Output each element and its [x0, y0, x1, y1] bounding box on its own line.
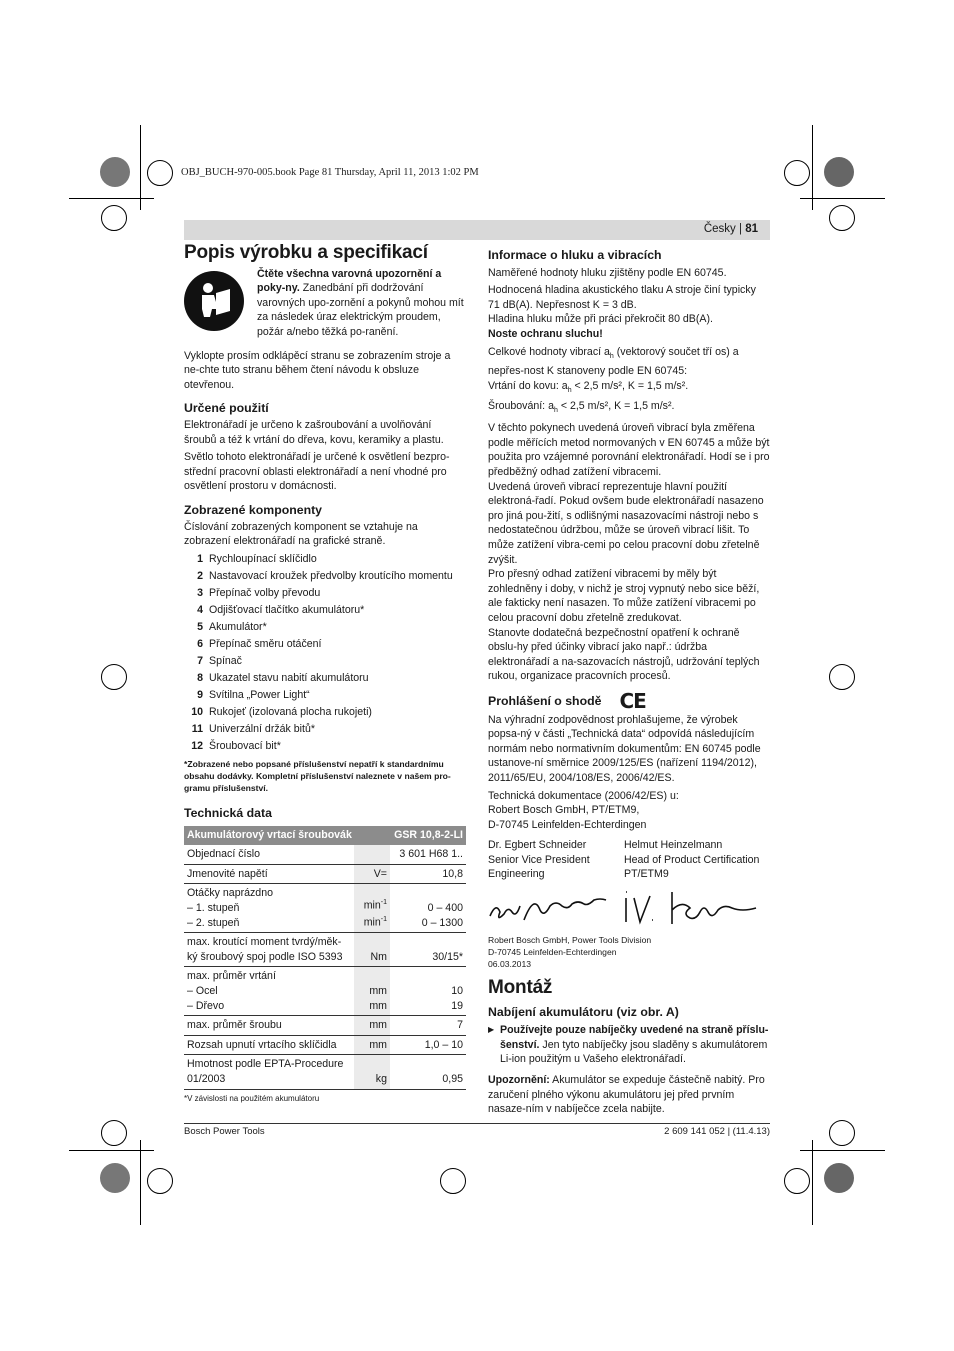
warning-text [257, 267, 466, 340]
noise-p2: Hodnocená hladina akustického tlaku A stroje činí typicky 71 dB(A). Nepřesnost K = 3 dB. [488, 284, 756, 311]
vib-l1-sub: h [567, 386, 572, 394]
intended-use-p2: Světlo tohoto elektronářadí je určené k osvětlení bezpro-střední pracovní oblasti elektronářadí a není vhodné pro osvětlení prostoru v domácnosti. [184, 451, 450, 493]
component-label: Přepínač volby převodu [209, 586, 321, 599]
print-slug: OBJ_BUCH-970-005.book Page 81 Thursday, April 11, 2013 1:02 PM [181, 167, 479, 178]
vib-l2b: < 2,5 m/s², K = 1,5 m/s². [557, 399, 675, 412]
signatory-right [624, 838, 759, 882]
signature-right-image [622, 886, 770, 930]
footer-right: 2 609 141 052 | (11.4.13) [664, 1126, 770, 1137]
vib-l2a: Šroubování: a [488, 399, 554, 412]
list-item [184, 739, 466, 756]
signatories [488, 838, 770, 882]
components-intro: Číslování zobrazených komponent se vztahuje na zobrazení elektronářadí na grafické straně. [184, 520, 418, 548]
intended-use-p1: Elektronářadí je určeno k zašroubování a uvolňování šroubů a též k vrtání do dřeva, kovu, keramiky a plastu. [184, 418, 444, 446]
vib-l1a: Vrtání do kovu: a [488, 379, 568, 392]
noise-p4: Noste ochranu sluchu! [488, 327, 603, 340]
signatory-left [488, 838, 624, 882]
component-number: 12 [191, 739, 203, 752]
vibration-drilling [488, 379, 770, 399]
sig-left-name: Dr. Egbert Schneider [488, 839, 587, 852]
address-date: 06.03.2013 [488, 959, 532, 970]
component-label: Ukazatel stavu nabití akumulátoru [209, 671, 369, 684]
address-line-1: Robert Bosch GmbH, Power Tools Division [488, 935, 652, 946]
vibration-p4: Pro přesný odhad zatížení vibracemi by měly být zohledněny i doby, v nichž je stroj vypnutý nebo sice běží, ale fakticky není nasazen. To může zatížení vibracemi po celou pracovní dobu zřetelně zredukovat. [488, 568, 760, 624]
note-label: Upozornění: [488, 1074, 550, 1087]
footer-left: Bosch Power Tools [184, 1126, 265, 1137]
tech-data-table [184, 826, 466, 1089]
list-item [184, 654, 466, 671]
charging-instruction [488, 1023, 770, 1067]
vibration-screwdriving [488, 399, 770, 419]
charging-note [488, 1073, 770, 1117]
vibration-intro [488, 345, 770, 379]
bullet-triangle-icon: ▶ [488, 1025, 495, 1035]
component-number: 6 [197, 637, 203, 650]
conformity-p1: Na výhradní zodpovědnost prohlašujeme, že výrobek popsa-ný v části „Technická data“ odpovídá následujícím normám nebo normativním dokumentům: EN 60745 podle ustanove-ní směrnice 2009/125/ES (nařízení 1194/2012), 2011/65/EU, 2004/108/ES, 2006/42/ES. [488, 713, 761, 784]
vib-b: (vektorový součet tří os) a nepřes-nost K stanoveny podle EN 60745: [488, 345, 739, 378]
left-column [184, 242, 466, 1105]
component-number: 3 [197, 586, 203, 599]
sig-right-dept: PT/ETM9 [624, 868, 669, 881]
vibration-p5: Stanovte dodatečná bezpečnostní opatření k ochraně obslu-hy před účinky vibrací jako např.: údržba elektronářadí a na-sazovacích nástrojů, udržování teplých rukou, organizace pracovních procesů. [488, 626, 760, 683]
signatures [488, 886, 770, 930]
header-bar [184, 220, 770, 240]
conformity-p4: D-70745 Leinfelden-Echterdingen [488, 818, 647, 831]
list-item [184, 603, 466, 620]
sig-left-title: Senior Vice President [488, 853, 590, 866]
warning-rest: Zanedbání při dodržování varovných upo-zornění a pokynů mohou mít za následek úraz elektrickým proudem, požár a/nebo těžká po-ranění. [257, 282, 464, 338]
list-item [184, 586, 466, 603]
section-title: Popis výrobku a specifikací [184, 242, 428, 263]
table-row: Jmenovité napětí V= 10,8 [184, 864, 466, 884]
note-text: Akumulátor se expeduje částečně nabitý. Pro zaručení plného výkonu akumulátoru jej před prvním nasaze-ním v nabíječce zcela nabijte. [488, 1074, 765, 1116]
table-row: max. průměr šroubu mm 7 [184, 1016, 466, 1036]
component-label: Rukojeť (izolovaná plocha rukojeti) [209, 705, 372, 718]
table-row: Objednací číslo 3 601 H68 1.. [184, 845, 466, 864]
read-manual-icon [184, 271, 244, 331]
component-number: 5 [197, 620, 203, 633]
sig-right-name: Helmut Heinzelmann [624, 839, 723, 852]
noise-p1: Naměřené hodnoty hluku zjištěny podle EN 60745. [488, 266, 727, 279]
component-number: 10 [191, 705, 203, 718]
conformity-heading-row [488, 688, 770, 713]
tech-data-heading: Technická data [184, 805, 272, 820]
right-column [488, 248, 770, 1120]
conformity-p2: Technická dokumentace (2006/42/ES) u: [488, 789, 679, 802]
company-address [488, 934, 770, 970]
component-label: Spínač [209, 654, 242, 667]
signature-left-image [488, 886, 622, 930]
charging-rest: Jen tyto nabíječky jsou sladěny s akumulátorem Li-ion použitým u Vašeho elektronářadí. [500, 1038, 768, 1066]
table-row: max. kroutící moment tvrdý/měk- ký šroubový spoj podle ISO 5393 Nm 30/15* [184, 933, 466, 967]
conformity-p3: Robert Bosch GmbH, PT/ETM9, [488, 804, 640, 817]
footer-rule [184, 1123, 770, 1124]
component-label: Svítilna „Power Light“ [209, 688, 310, 701]
component-label: Nastavovací kroužek předvolby kroutícího momentu [209, 569, 453, 582]
fold-out-note: Vyklopte prosím odklápěcí stranu se zobrazením stroje a ne-chte tuto stranu během čtení návodu k obsluze otevřenou. [184, 349, 451, 391]
component-number: 1 [197, 552, 203, 565]
components-footnote: *Zobrazené nebo popsané příslušenství nepatří k standardnímu obsahu dodávky. Kompletní příslušenství naleznete v našem pro-gramu příslušenství. [184, 758, 451, 793]
noise-p3: Hladina hluku může při práci překročit 80 dB(A). [488, 313, 713, 326]
vib-l1b: < 2,5 m/s², K = 1,5 m/s². [571, 379, 689, 392]
component-number: 4 [197, 603, 203, 616]
components-list [184, 552, 466, 756]
table-row: Otáčky naprázdno – 1. stupeň – 2. stupeň $\min^{-1}$ $\min^{-1}$ 0 – 400 0 – 1300 [184, 884, 466, 933]
vibration-p2: V těchto pokynech uvedená úroveň vibrací byla změřena podle měřících metod normovaných v EN 60745 a může být použita pro vzájemné porovnání elektronářadí. Hodí se i pro předběžný odhad zatížení vibracemi. [488, 422, 770, 479]
table-head-product: Akumulátorový vrtací šroubovák [184, 826, 390, 845]
list-item [184, 722, 466, 739]
table-header-row [184, 826, 466, 845]
vib-l2-sub: h [553, 406, 558, 414]
component-label: Šroubovací bit* [209, 739, 281, 752]
component-label: Akumulátor* [209, 620, 267, 633]
table-row: max. průměr vrtání – Ocel – Dřevo mm mm 10 19 [184, 967, 466, 1016]
table-row: Rozsah upnutí vrtacího sklíčidla mm 1,0 – 10 [184, 1035, 466, 1055]
list-item [184, 552, 466, 569]
sig-left-dept: Engineering [488, 868, 545, 881]
table-row: Hmotnost podle EPTA-Procedure 01/2003 kg 0,95 [184, 1055, 466, 1089]
intended-use-heading: Určené použití [184, 401, 269, 416]
component-label: Odjišťovací tlačítko akumulátoru* [209, 603, 365, 616]
list-item [184, 671, 466, 688]
header-separator: | [739, 223, 742, 235]
list-item [184, 620, 466, 637]
component-label: Přepínač směru otáčení [209, 637, 322, 650]
address-line-2: D-70745 Leinfelden-Echterdingen [488, 947, 617, 958]
header-language: Česky [703, 223, 736, 235]
warning-bold: Čtěte všechna varovná upozornění a poky-ny. [257, 267, 442, 295]
charging-heading: Nabíjení akumulátoru (viz obr. A) [488, 1004, 679, 1019]
noise-heading: Informace o hluku a vibracích [488, 248, 662, 262]
ce-mark-icon: CE [619, 688, 646, 713]
component-number: 9 [197, 688, 203, 701]
component-number: 7 [197, 654, 203, 667]
component-number: 2 [197, 569, 203, 582]
conformity-heading: Prohlášení o shodě [488, 693, 602, 708]
vibration-p3: Uvedená úroveň vibrací reprezentuje hlavní použití elektroná-řadí. Pokud ovšem bude elektronářadí nasazeno pro jiná pou-žití, s odlišnými nasazovacími nástroji nebo s nedostatečnou údržbou, může se úroveň vibrací lišit. To může zatížení vibra-cemi po celou pracovní dobu zřetelně zvýšit. [488, 480, 764, 566]
list-item [184, 569, 466, 586]
vib-a: Celkové hodnoty vibrací a [488, 345, 610, 358]
charging-bold: Používejte pouze nabíječky uvedené na straně příslu-šenství. [500, 1024, 769, 1051]
component-number: 11 [191, 722, 203, 735]
component-label: Rychloupínací sklíčidlo [209, 552, 317, 565]
assembly-title: Montáž [488, 977, 553, 999]
list-item [184, 705, 466, 722]
list-item [184, 637, 466, 654]
sig-right-title: Head of Product Certification [624, 853, 760, 866]
table-head-model: GSR 10,8-2-LI [390, 826, 466, 845]
component-number: 8 [197, 671, 203, 684]
table-footnote: *V závislosti na použitém akumulátoru [184, 1093, 320, 1103]
page-number: 81 [745, 223, 758, 235]
components-heading: Zobrazené komponenty [184, 502, 323, 517]
component-label: Univerzální držák bitů* [209, 722, 315, 735]
page-header [704, 223, 758, 235]
vib-sub: h [609, 352, 614, 360]
list-item [184, 688, 466, 705]
